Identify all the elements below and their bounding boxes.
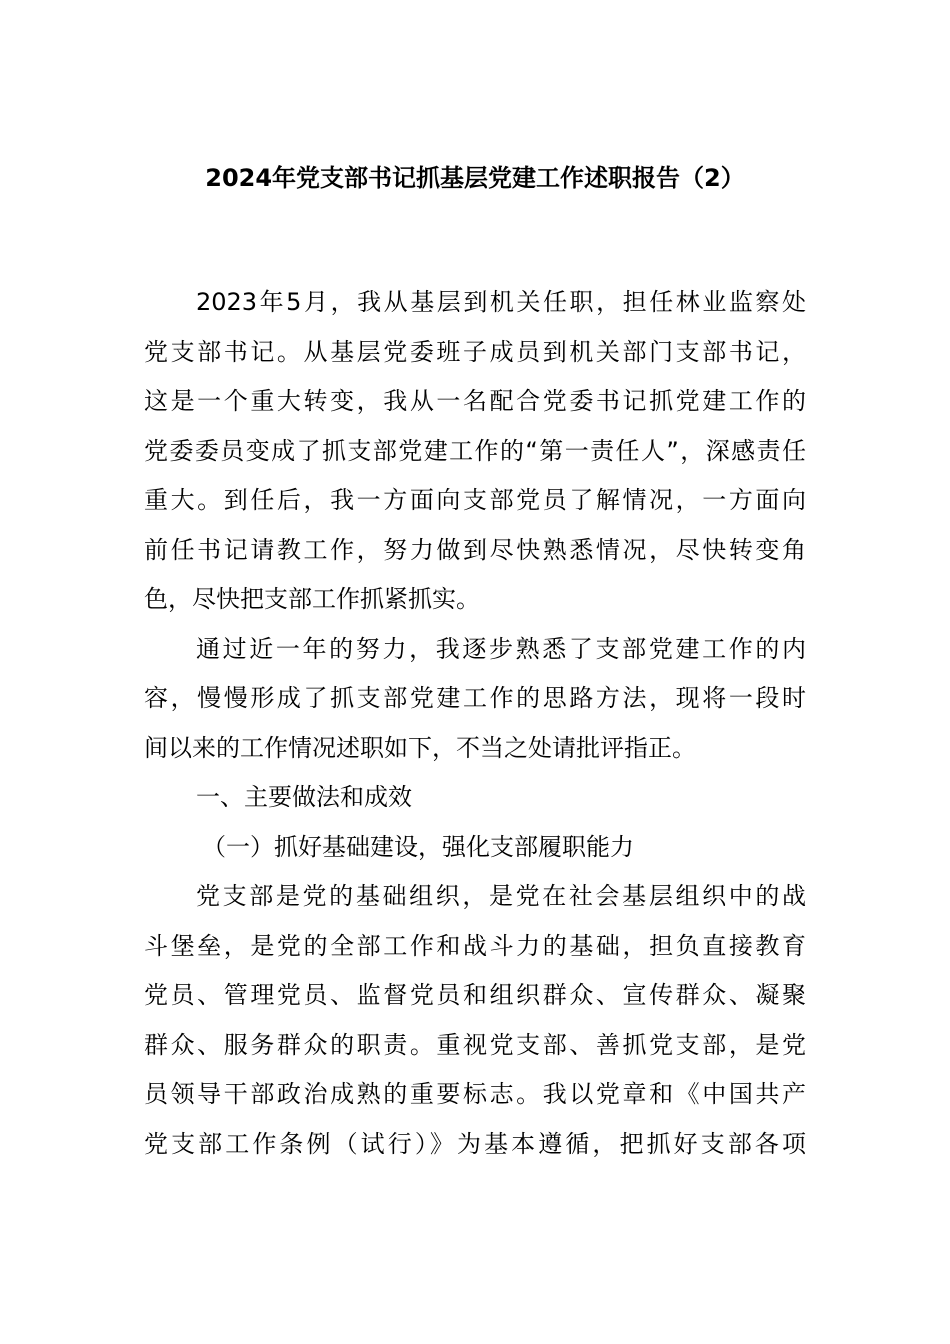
paragraph-line: 党支部书记。从基层党委班子成员到机关部门支部书记， — [144, 337, 806, 366]
paragraph-line: 党员、管理党员、监督党员和组织群众、宣传群众、凝聚 — [144, 981, 806, 1009]
paragraph-line: 重大。到任后，我一方面向支部党员了解情况，一方面向 — [144, 486, 806, 514]
paragraph-line: 2023年5月，我从基层到机关任职，担任林业监察处 — [196, 288, 806, 316]
paragraph-line: 容，慢慢形成了抓支部党建工作的思路方法，现将一段时 — [144, 684, 806, 712]
section-heading: 一、主要做法和成效 — [196, 783, 412, 811]
paragraph-line: 党支部工作条例（试行）》为基本遵循，把抓好支部各项 — [144, 1129, 806, 1158]
document-title: 2024年党支部书记抓基层党建工作述职报告（2） — [205, 164, 745, 192]
subsection-heading: （一）抓好基础建设，强化支部履职能力 — [202, 832, 634, 861]
paragraph-line: 党支部是党的基础组织，是党在社会基层组织中的战 — [196, 882, 806, 910]
paragraph-line: 斗堡垒，是党的全部工作和战斗力的基础，担负直接教育 — [144, 931, 806, 960]
paragraph-line: 间以来的工作情况述职如下，不当之处请批评指正。 — [144, 733, 696, 762]
document-body — [144, 278, 806, 1169]
paragraph-line: 色，尽快把支部工作抓紧抓实。 — [144, 585, 480, 613]
paragraph-line: 前任书记请教工作，努力做到尽快熟悉情况，尽快转变角 — [144, 535, 806, 564]
paragraph-line: 这是一个重大转变，我从一名配合党委书记抓党建工作的 — [144, 387, 806, 415]
paragraph-line: 通过近一年的努力，我逐步熟悉了支部党建工作的内 — [196, 634, 806, 663]
paragraph-line: 群众、服务群众的职责。重视党支部、善抓党支部，是党 — [144, 1030, 806, 1059]
paragraph-line: 员领导干部政治成熟的重要标志。我以党章和《中国共产 — [144, 1080, 806, 1108]
paragraph-line: 党委委员变成了抓支部党建工作的“第一责任人”，深感责任 — [144, 436, 806, 465]
